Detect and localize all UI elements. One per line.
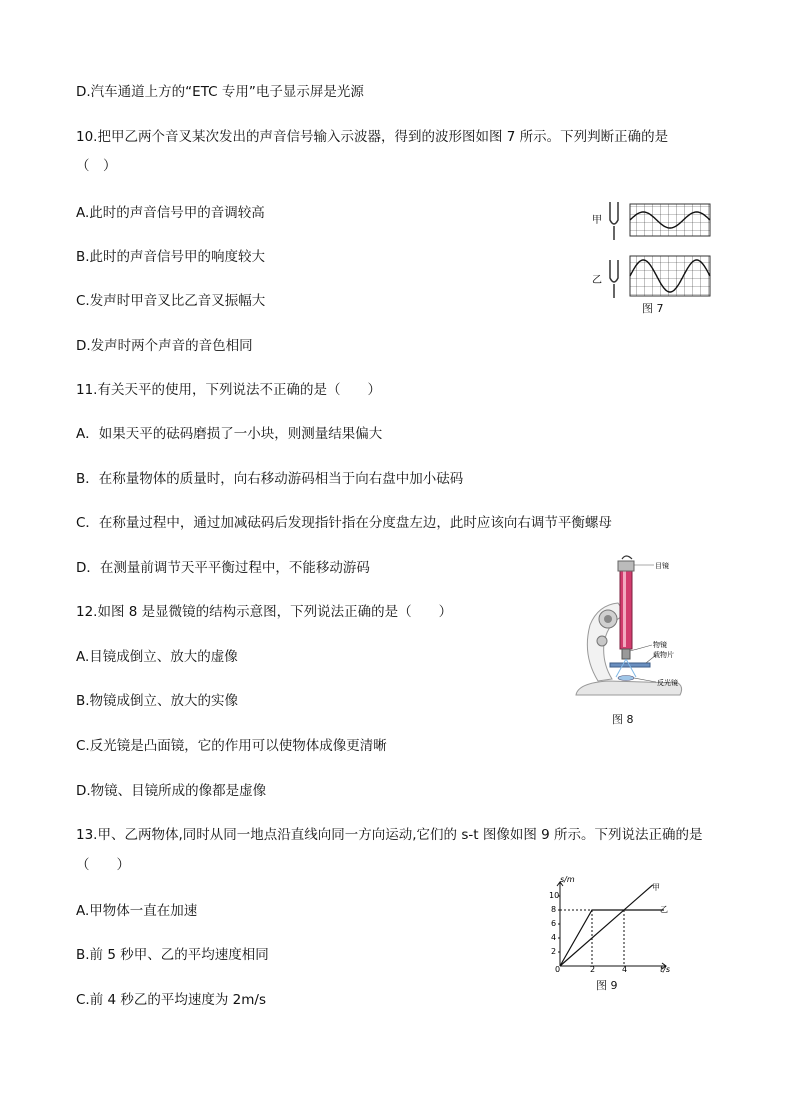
option-13-B: B.前 5 秒甲、乙的平均速度相同 [76,947,269,963]
y-tick-10: 10 [549,891,560,900]
option-10-D: D.发声时两个声音的音色相同 [76,338,253,354]
option-11-C: C．在称量过程中，通过加减砝码后发现指针指在分度盘左边，此时应该向右调节平衡螺母 [76,515,612,531]
series-label-jia: 甲 [652,883,660,892]
x-tick-2: 2 [590,965,596,974]
question-13-blank: （ ） [76,857,130,873]
option-11-A: A．如果天平的砝码磨损了一小块，则测量结果偏大 [76,426,383,442]
question-10-blank: （ ） [76,158,117,174]
fig7-label-jia: 甲 [592,215,602,226]
series-label-yi: 乙 [660,905,668,914]
series-yi-line [560,910,664,966]
option-13-C: C.前 4 秒乙的平均速度为 2m/s [76,992,267,1008]
option-11-B: B．在称量物体的质量时，向右移动游码相当于向右盘中加小砝码 [76,471,464,487]
figure-8-svg [568,555,688,705]
scope-grid-jia [630,204,710,236]
question-12: 12.如图 8 是显微镜的结构示意图，下列说法正确的是（ ） [76,604,453,620]
y-tick-6: 6 [551,919,557,928]
label-mirror: 反光镜 [657,679,678,687]
question-13: 13.甲、乙两物体,同时从同一地点沿直线向同一方向运动,它们的 s-t 图像如图 9 所示。下列说法正确的是 [76,827,703,843]
figure-9-chart [540,874,680,978]
figure-7-caption: 图 7 [642,302,664,315]
tuning-fork-yi [610,260,618,298]
scope-grid-yi [630,256,710,296]
option-12-D-etc: D.汽车通道上方的“ETC 专用”电子显示屏是光源 [76,84,364,100]
option-12-C: C.反光镜是凸面镜，它的作用可以使物体成像更清晰 [76,738,387,754]
fig7-label-yi: 乙 [592,275,602,286]
question-11: 11.有关天平的使用，下列说法不正确的是（ ） [76,382,381,398]
fine-knob [597,636,607,646]
x-tick-4: 4 [622,965,628,974]
figure-7 [588,198,718,318]
option-12-A: A.目镜成倒立、放大的虚像 [76,649,238,665]
eye-arrow [622,556,632,559]
chart-ylabel: s/m [560,875,575,884]
option-11-D: D．在测量前调节天平平衡过程中，不能移动游码 [76,560,370,576]
option-12-B: B.物镜成倒立、放大的实像 [76,693,239,709]
option-13-A: A.甲物体一直在加速 [76,903,198,919]
series-jia-line [560,885,653,966]
option-10-C: C.发声时甲音叉比乙音叉振幅大 [76,293,266,309]
tube-highlight [623,571,626,647]
figure-9-caption: 图 9 [596,979,618,992]
label-eyepiece: 目镜 [655,562,669,570]
tuning-fork-jia [610,202,618,240]
coarse-knob-center [604,615,612,623]
label-objective: 物镜 [653,641,667,649]
mirror [618,676,634,681]
option-12-D: D.物镜、目镜所成的像都是虚像 [76,783,267,799]
x-tick-0: 0 [555,965,561,974]
light-rays [616,659,636,677]
figure-9 [540,874,680,996]
y-tick-2: 2 [551,947,557,956]
y-tick-4: 4 [551,933,557,942]
option-10-A: A.此时的声音信号甲的音调较高 [76,205,265,221]
label-stage: 载物片 [653,651,674,659]
objective-lens [622,649,630,659]
figure-8-caption: 图 8 [612,713,634,726]
option-10-B: B.此时的声音信号甲的响度较大 [76,249,266,265]
eyepiece [618,561,634,571]
y-tick-8: 8 [551,905,557,914]
chart-xlabel: t/s [660,965,670,974]
question-10: 10.把甲乙两个音叉某次发出的声音信号输入示波器，得到的波形图如图 7 所示。下列判断正确的是 [76,129,669,145]
figure-8 [568,555,688,727]
